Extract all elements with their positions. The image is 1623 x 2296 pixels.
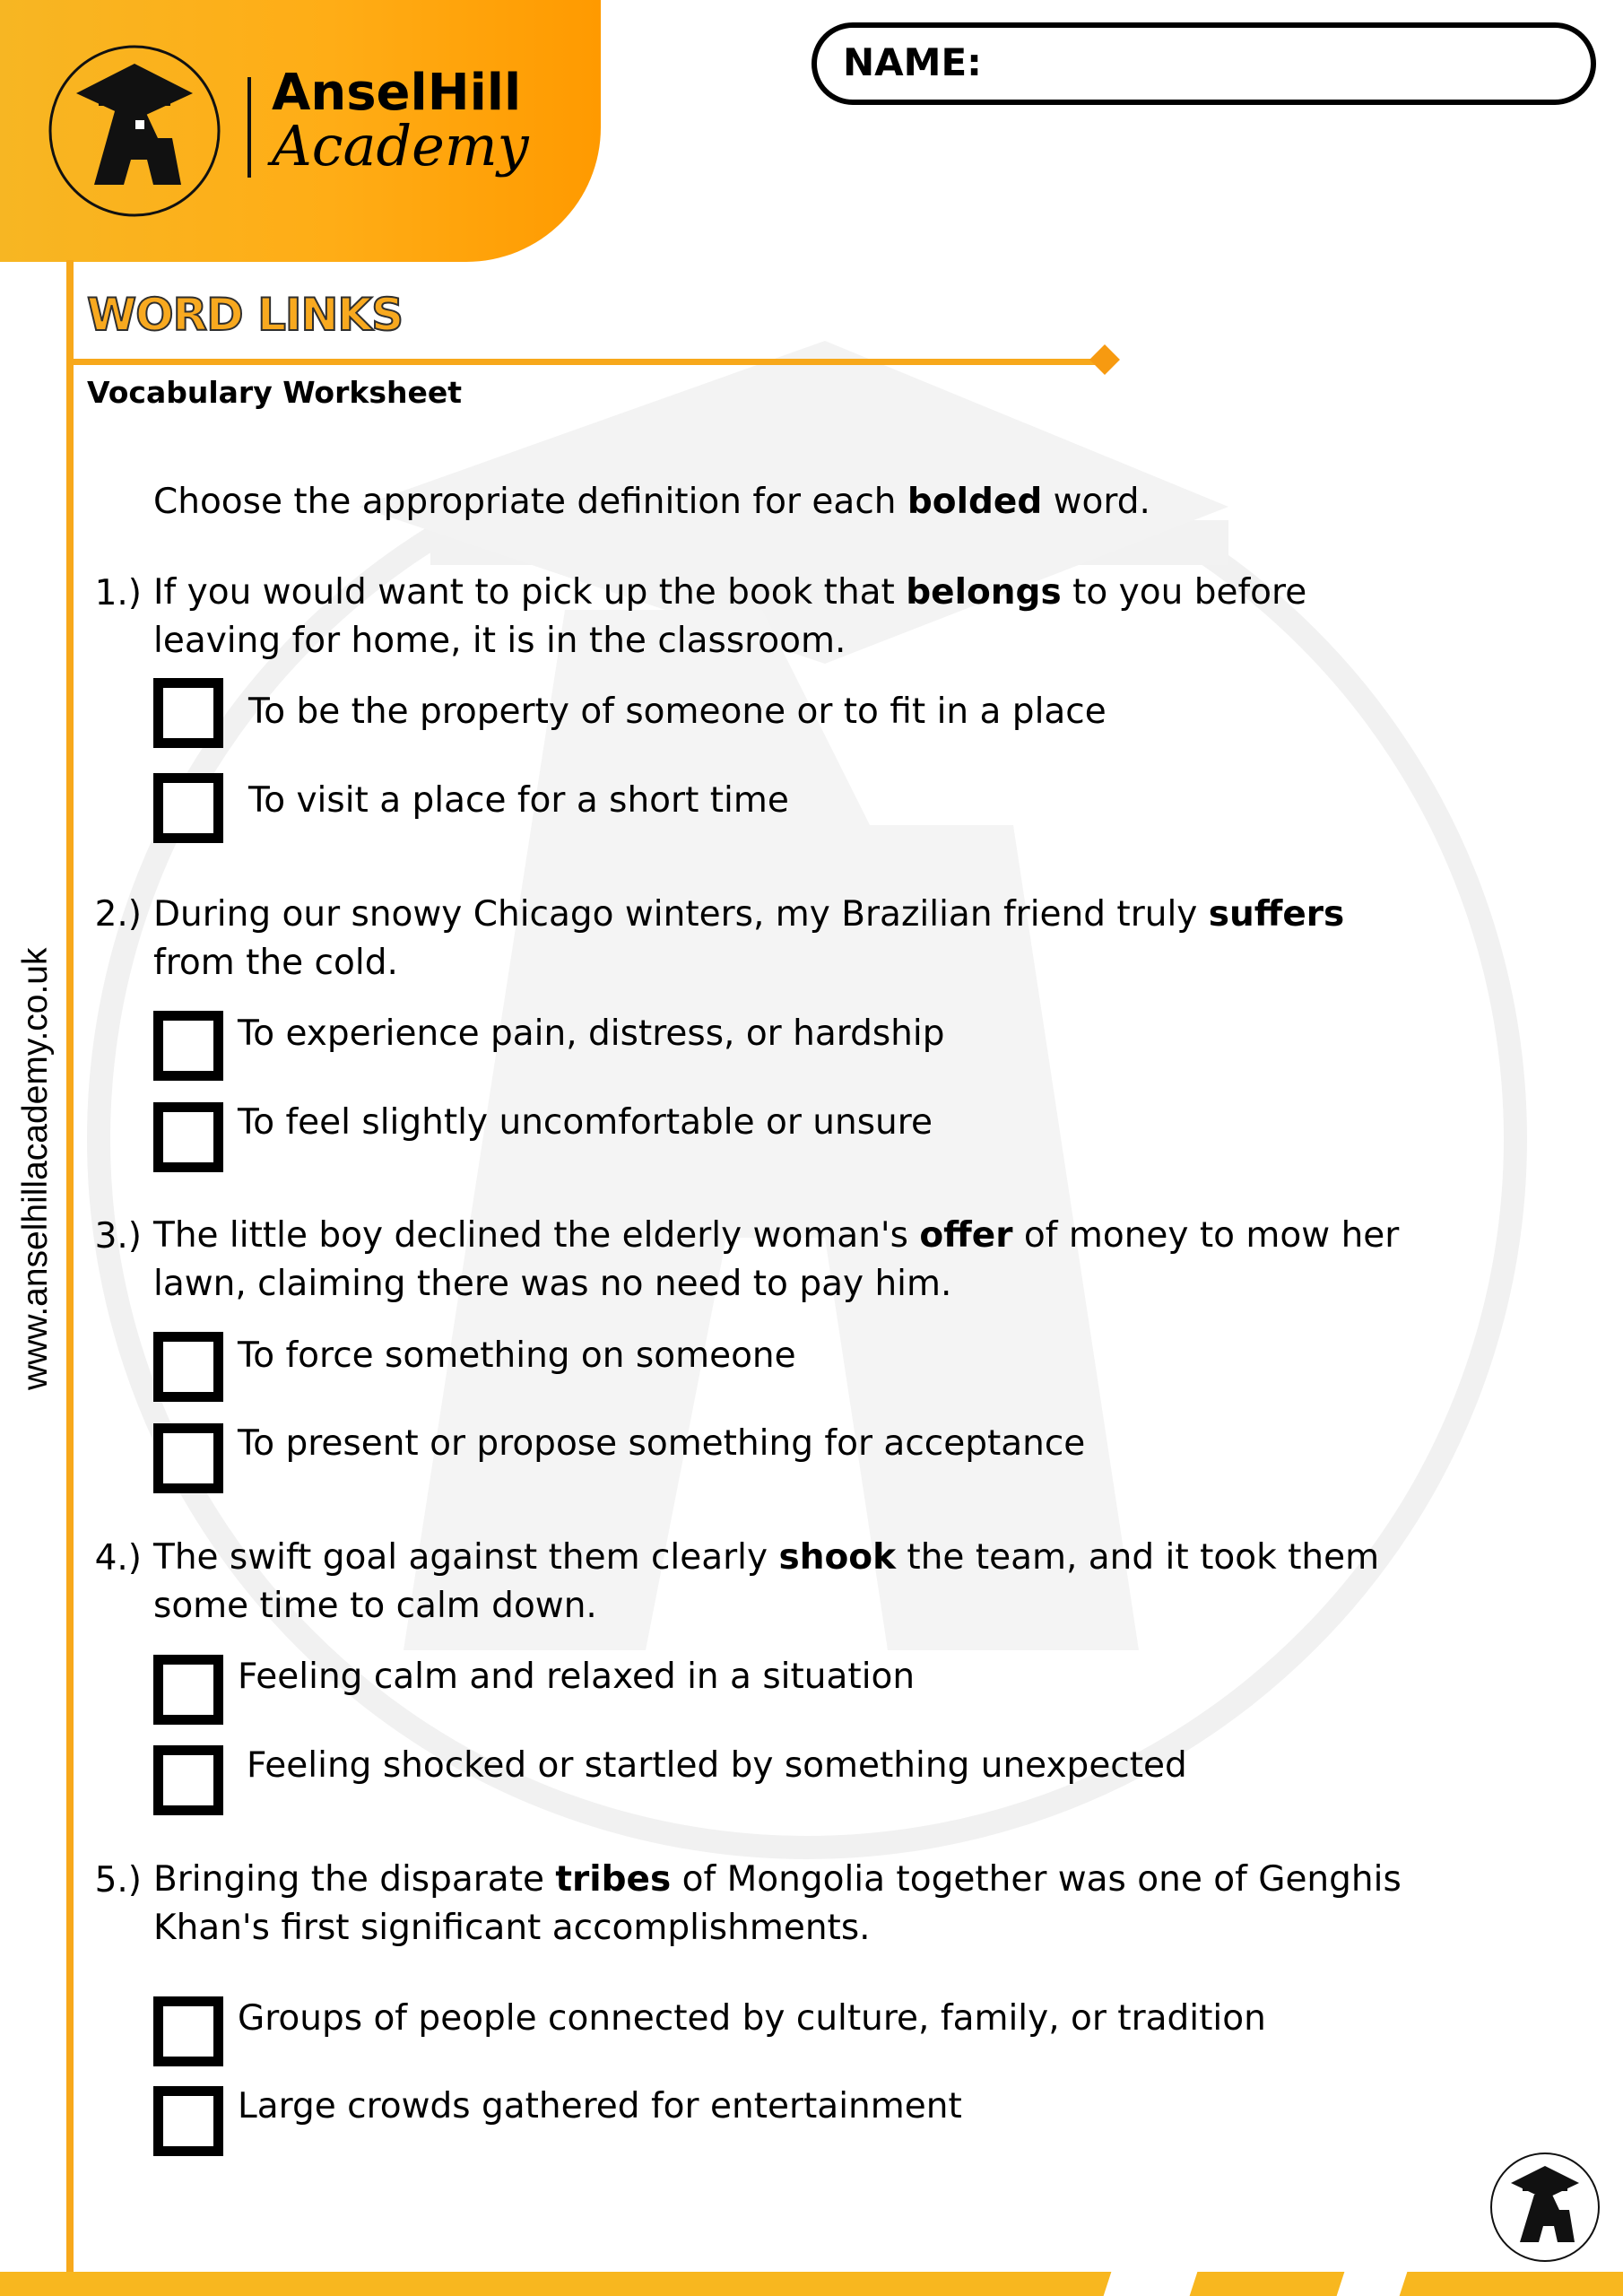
question-keyword: suffers: [1208, 894, 1345, 935]
question-prefix: During our snowy Chicago winters, my Brazilian friend truly: [153, 894, 1209, 935]
question-keyword: tribes: [555, 1859, 672, 1900]
question-text: [153, 1856, 1436, 1952]
instructions-bold: bolded: [907, 482, 1043, 522]
left-rule: [66, 260, 74, 2296]
brand-name: AnselHill: [272, 64, 522, 122]
name-label: NAME:: [843, 40, 982, 84]
answer-checkbox[interactable]: [153, 773, 223, 843]
instructions: [153, 478, 1150, 526]
question-prefix: The swift goal against them clearly: [153, 1537, 779, 1578]
website-url: www.anselhillacademy.co.uk: [16, 947, 55, 1390]
question-suffix: of money to mow her lawn, claiming there was no need to pay him.: [153, 1215, 1400, 1304]
academy-logo-icon: [45, 41, 224, 221]
question-suffix: from the cold.: [153, 943, 398, 983]
question-suffix: to you before leaving for home, it is in the classroom.: [153, 572, 1307, 661]
answer-option: To visit a place for a short time: [248, 780, 789, 821]
answer-option: To force something on someone: [238, 1335, 796, 1376]
footer-band-gap: [1337, 2272, 1408, 2296]
worksheet-title: WORD LINKS: [87, 289, 404, 341]
question-text: [153, 1534, 1436, 1631]
question-prefix: If you would want to pick up the book that: [153, 572, 907, 613]
title-rule: [70, 359, 1101, 365]
answer-checkbox[interactable]: [153, 1655, 223, 1725]
question-number: 2.): [94, 894, 142, 935]
logo-divider: [247, 77, 251, 178]
worksheet-subtitle: Vocabulary Worksheet: [87, 375, 462, 410]
question-number: 1.): [94, 573, 142, 613]
question-keyword: offer: [919, 1215, 1013, 1256]
question-prefix: The little boy declined the elderly woman's: [153, 1215, 920, 1256]
answer-checkbox[interactable]: [153, 1745, 223, 1815]
question-text: [153, 1212, 1436, 1309]
question-text: [153, 891, 1436, 987]
answer-option: To be the property of someone or to fit in a place: [248, 691, 1107, 732]
question-keyword: shook: [778, 1537, 897, 1578]
answer-option: To present or propose something for acceptance: [238, 1423, 1086, 1464]
question-text: [153, 569, 1436, 665]
question-number: 5.): [94, 1860, 142, 1900]
answer-option: Feeling shocked or startled by something unexpected: [247, 1745, 1187, 1786]
answer-checkbox[interactable]: [153, 1996, 223, 2066]
instructions-prefix: Choose the appropriate definition for each: [153, 482, 907, 522]
question-number: 4.): [94, 1538, 142, 1578]
question-number: 3.): [94, 1216, 142, 1257]
answer-option: Feeling calm and relaxed in a situation: [238, 1657, 916, 1697]
answer-option: Large crowds gathered for entertainment: [238, 2086, 962, 2126]
answer-option: Groups of people connected by culture, family, or tradition: [238, 1998, 1266, 2039]
answer-checkbox[interactable]: [153, 1332, 223, 1402]
question-prefix: Bringing the disparate: [153, 1859, 556, 1900]
question-suffix: of Mongolia together was one of Genghis Khan's first significant accomplishments.: [153, 1859, 1402, 1948]
answer-checkbox[interactable]: [153, 1102, 223, 1172]
answer-checkbox[interactable]: [153, 1423, 223, 1493]
answer-checkbox[interactable]: [153, 2086, 223, 2156]
brand-subtitle: Academy: [272, 113, 529, 178]
academy-logo-icon: [1488, 2151, 1601, 2264]
answer-checkbox[interactable]: [153, 678, 223, 748]
answer-option: To experience pain, distress, or hardship: [238, 1013, 945, 1054]
answer-option: To feel slightly uncomfortable or unsure: [238, 1102, 933, 1143]
question-suffix: the team, and it took them some time to calm down.: [153, 1537, 1380, 1626]
answer-checkbox[interactable]: [153, 1011, 223, 1081]
instructions-suffix: word.: [1042, 482, 1150, 522]
footer-band-gap: [1104, 2272, 1198, 2296]
question-keyword: belongs: [906, 572, 1062, 613]
